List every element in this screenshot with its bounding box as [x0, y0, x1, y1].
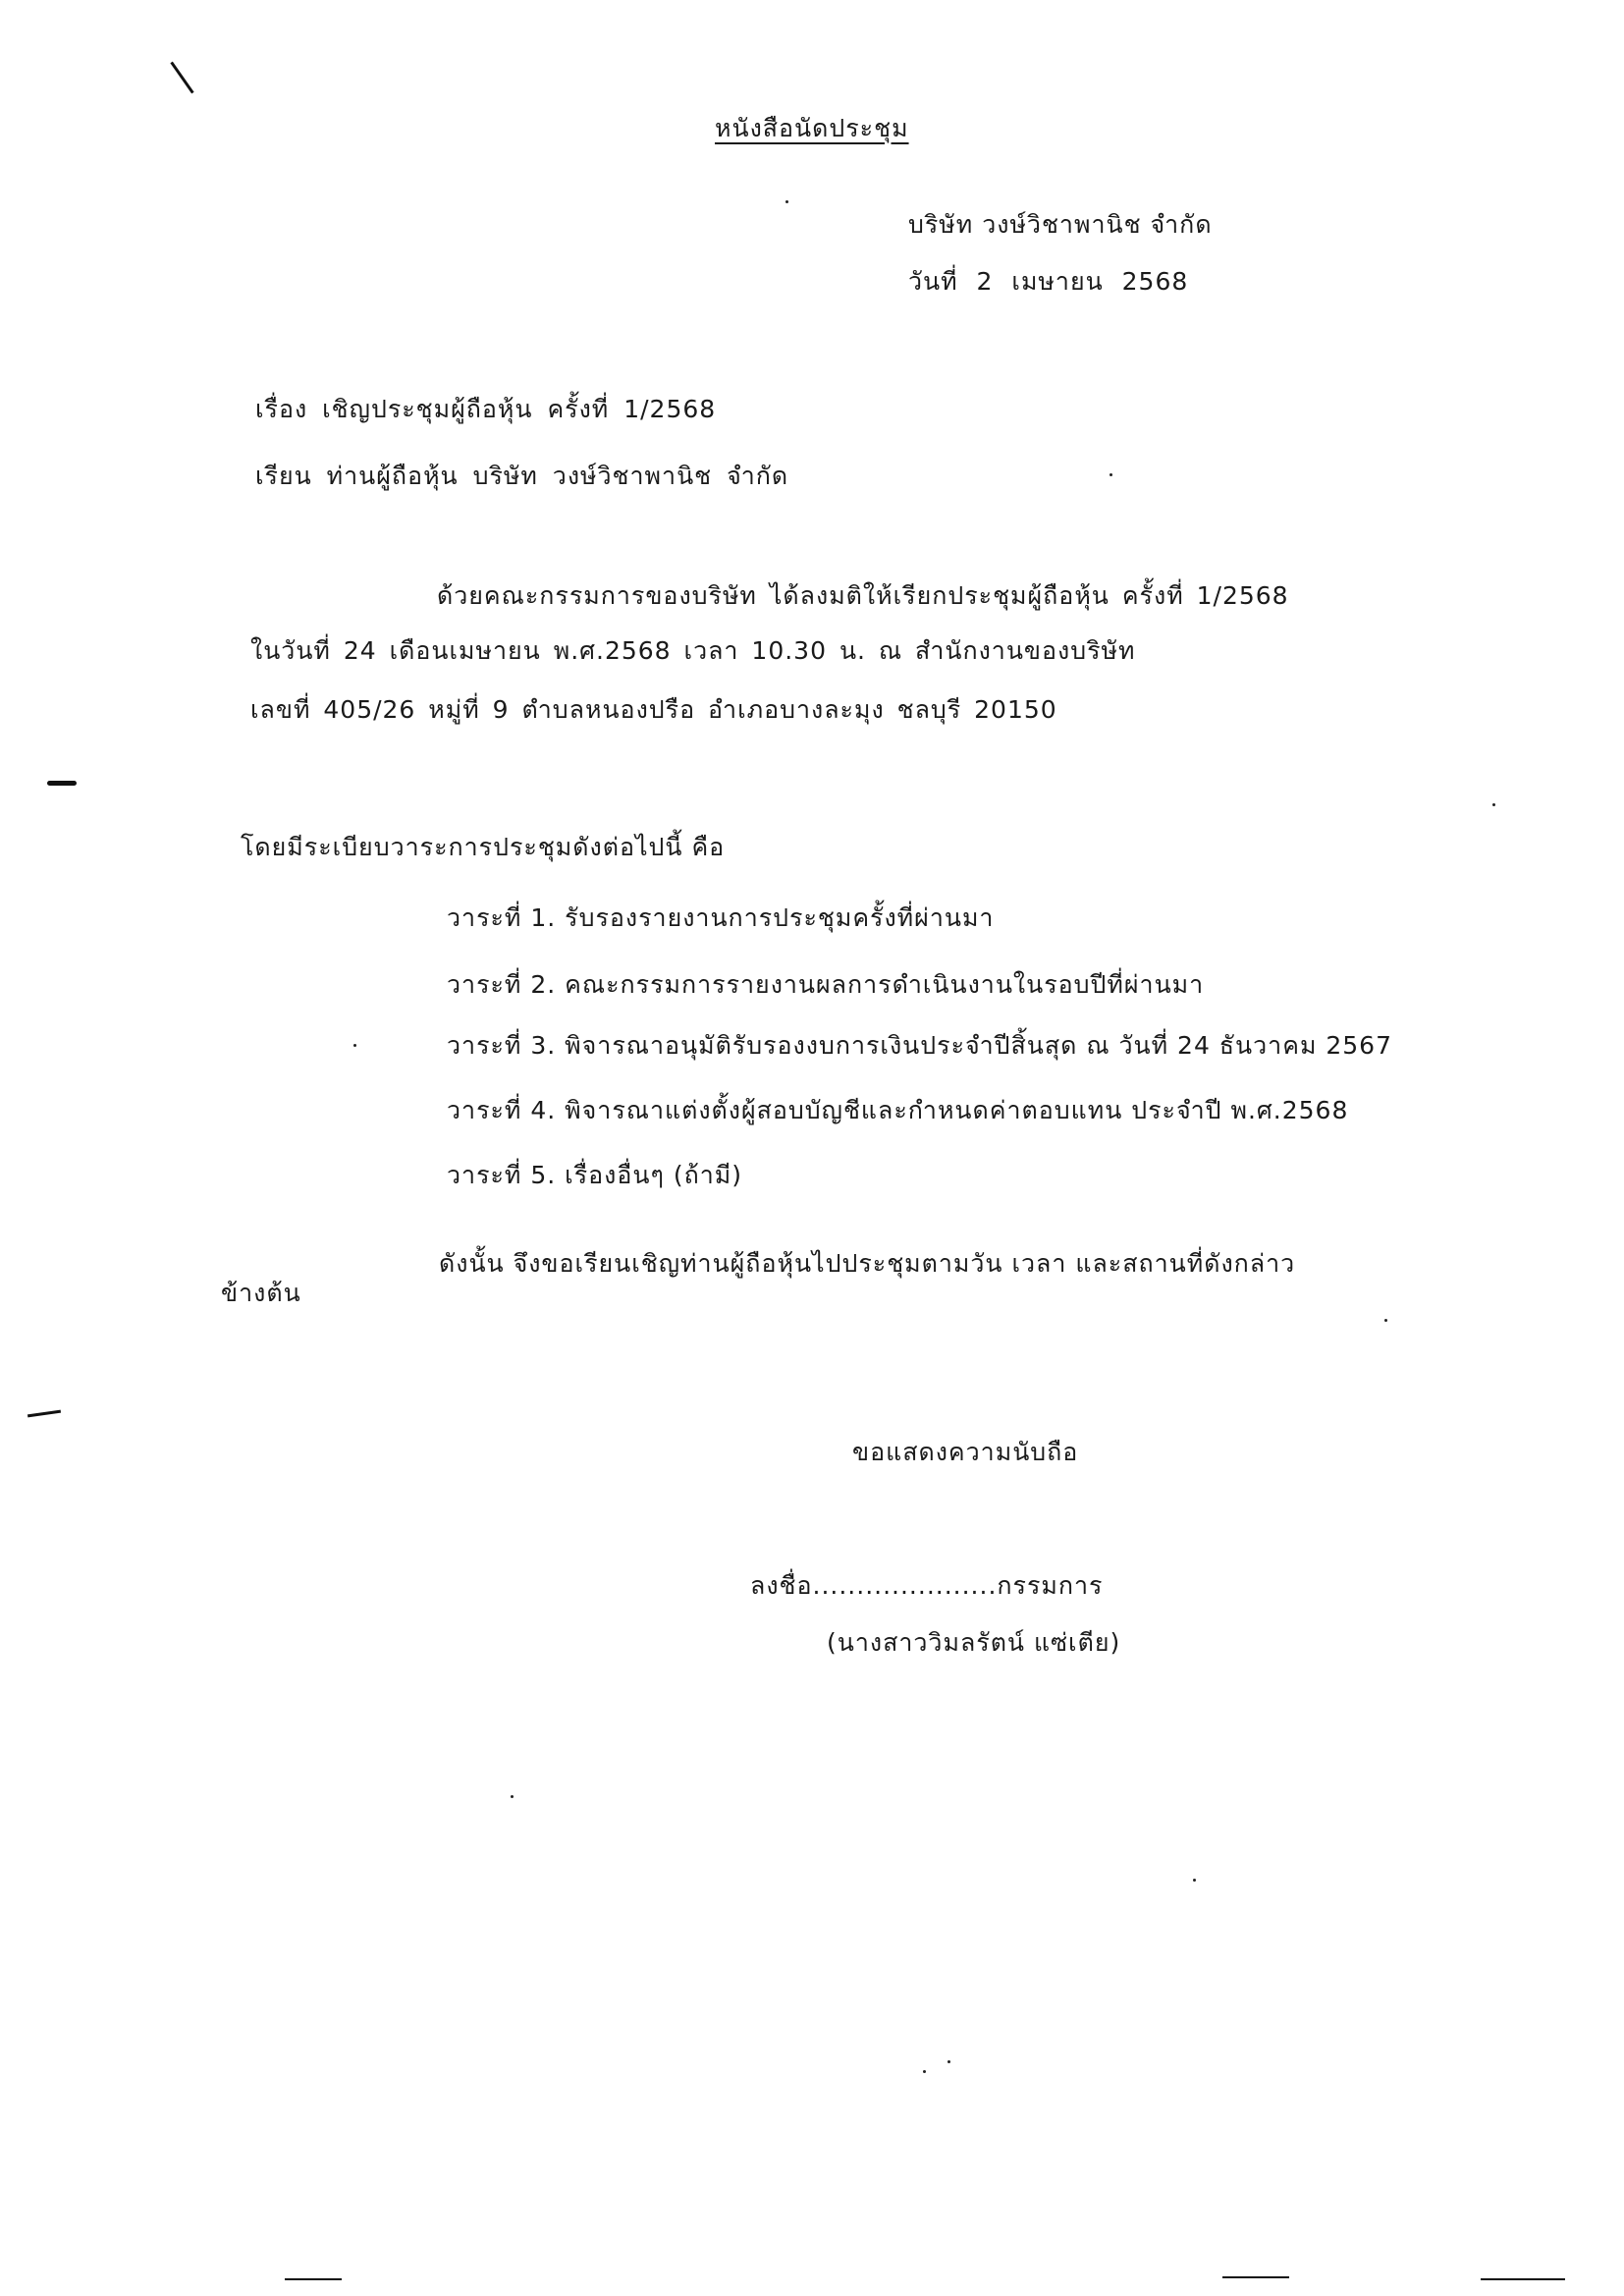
agenda-item: วาระที่ 1. รับรองรายงานการประชุมครั้งที่ผ่านมา: [447, 903, 995, 932]
paragraph-line: เลขที่ 405/26 หมู่ที่ 9 ตำบลหนองปรือ อำเภอบางละมุง ชลบุรี 20150: [250, 695, 1057, 724]
subject-line: เรื่อง เชิญประชุมผู้ถือหุ้น ครั้งที่ 1/2568: [255, 395, 717, 423]
scan-mark: [27, 1410, 61, 1418]
document-date: วันที่ 2 เมษายน 2568: [908, 267, 1189, 296]
signer-name: (นางสาววิมลรัตน์ แซ่เตีย): [827, 1628, 1121, 1657]
agenda-intro: โดยมีระเบียบวาระการประชุมดังต่อไปนี้ คือ: [241, 833, 726, 861]
scan-speck: [947, 2060, 950, 2063]
signature-line: ลงชื่อ.....................กรรมการ: [750, 1571, 1104, 1600]
document-title: หนังสือนัดประชุม: [715, 114, 909, 142]
scan-mark: [1222, 2276, 1289, 2278]
scan-speck: [1110, 473, 1112, 476]
closing-line: ข้างต้น: [221, 1279, 301, 1307]
scan-mark: [285, 2278, 342, 2280]
scan-speck: [1492, 803, 1495, 806]
scan-mark: [170, 62, 193, 94]
addressee-line: เรียน ท่านผู้ถือหุ้น บริษัท วงษ์วิชาพานิช จำกัด: [255, 462, 789, 490]
scan-speck: [785, 200, 788, 203]
agenda-item: วาระที่ 3. พิจารณาอนุมัติรับรองงบการเงินประจำปีสิ้นสุด ณ วันที่ 24 ธันวาคม 2567: [447, 1031, 1392, 1060]
company-name: บริษัท วงษ์วิชาพานิช จำกัด: [908, 210, 1213, 239]
scan-speck: [1193, 1879, 1196, 1882]
scan-speck: [1384, 1319, 1387, 1322]
scan-speck: [923, 2070, 926, 2073]
paragraph-line: ด้วยคณะกรรมการของบริษัท ได้ลงมติให้เรียกประชุมผู้ถือหุ้น ครั้งที่ 1/2568: [437, 581, 1289, 610]
agenda-item: วาระที่ 5. เรื่องอื่นๆ (ถ้ามี): [447, 1161, 742, 1189]
paragraph-line: ในวันที่ 24 เดือนเมษายน พ.ศ.2568 เวลา 10.30 น. ณ สำนักงานของบริษัท: [250, 636, 1136, 665]
regards-line: ขอแสดงความนับถือ: [852, 1438, 1079, 1466]
agenda-item: วาระที่ 2. คณะกรรมการรายงานผลการดำเนินงานในรอบปีที่ผ่านมา: [447, 970, 1205, 999]
scan-speck: [353, 1044, 356, 1047]
closing-line: ดังนั้น จึงขอเรียนเชิญท่านผู้ถือหุ้นไปประชุมตามวัน เวลา และสถานที่ดังกล่าว: [439, 1249, 1296, 1278]
scan-mark: [47, 781, 77, 786]
agenda-item: วาระที่ 4. พิจารณาแต่งตั้งผู้สอบบัญชีและกำหนดค่าตอบแทน ประจำปี พ.ศ.2568: [447, 1096, 1349, 1124]
scan-mark: [1481, 2278, 1565, 2280]
scan-speck: [511, 1795, 514, 1798]
